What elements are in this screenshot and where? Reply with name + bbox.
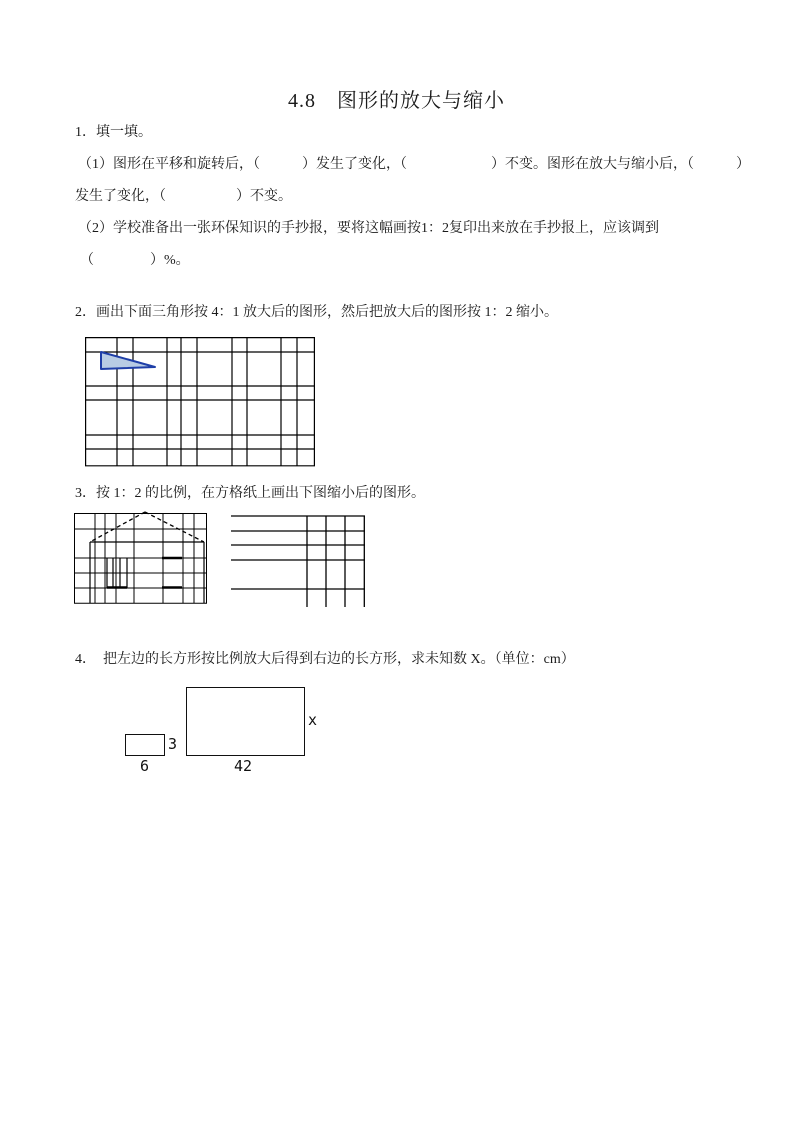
- small-rect-height-label: 3: [168, 735, 178, 753]
- q1-part2-line1: （2）学校准备出一张环保知识的手抄报，要将这幅画按1：2复印出来放在手抄报上，应该调到: [78, 221, 659, 236]
- q2-heading: 2．画出下面三角形按 4：1 放大后的图形，然后把放大后的图形按 1：2 缩小。: [75, 305, 558, 320]
- large-rect-width-label: 42: [234, 757, 253, 775]
- q3-right-grid-lines: [231, 516, 365, 607]
- q3-left-grid-lines: [74, 513, 207, 603]
- large-rectangle: [186, 687, 305, 756]
- blue-triangle: [101, 352, 155, 369]
- q3-house-grid-figure: [74, 511, 208, 606]
- q4-heading: 4． 把左边的长方形按比例放大后得到右边的长方形，求未知数 X。（单位：cm）: [75, 652, 575, 667]
- q1-part1-line2: 发生了变化，（ ）不变。: [75, 189, 292, 204]
- q1-heading: 1．填一填。: [75, 125, 152, 140]
- q1-part1-line1: （1）图形在平移和旋转后，（ ）发生了变化，（ ）不变。图形在放大与缩小后，（ ）: [78, 157, 750, 172]
- q2-grid-figure: [85, 337, 316, 467]
- small-rect-width-label: 6: [140, 757, 150, 775]
- roof-left-dashed: [90, 512, 145, 542]
- q4-figure: [110, 680, 340, 780]
- roof-right-dashed: [145, 512, 204, 542]
- q3-answer-grid-figure: [231, 514, 366, 609]
- q3-heading: 3．按 1：2 的比例，在方格纸上画出下图缩小后的图形。: [75, 486, 425, 501]
- page-title: 4.8 图形的放大与缩小: [288, 90, 505, 112]
- small-rectangle: [125, 734, 165, 756]
- large-rect-height-label: x: [308, 711, 318, 729]
- q1-part2-line2: （ ）%。: [80, 253, 190, 268]
